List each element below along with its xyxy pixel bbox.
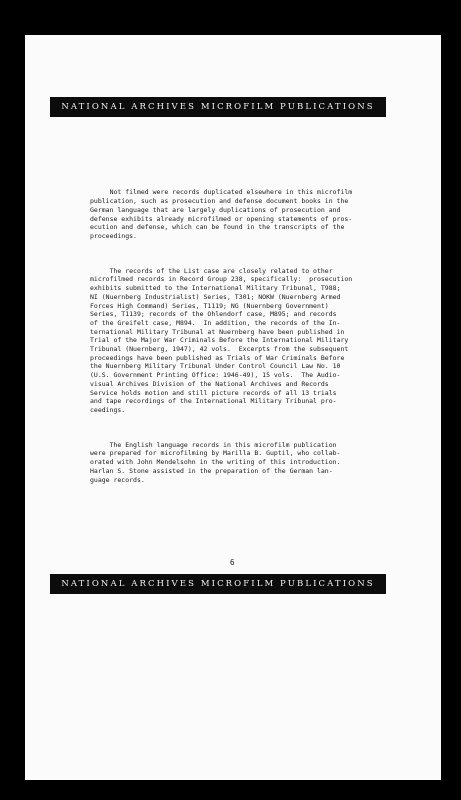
footer-banner: NATIONAL ARCHIVES MICROFILM PUBLICATIONS	[50, 574, 386, 594]
paragraph-3: The English language records in this microfilm publication were prepared for microfilming by Marilla B. Guptil, who collab- orated with John Mendelsohn in the writing of this introduction. Harlan S. Stone assisted in the preparation of the German lan- guage records.	[90, 440, 341, 484]
page-number: 6	[230, 558, 235, 567]
header-banner: NATIONAL ARCHIVES MICROFILM PUBLICATIONS	[50, 97, 386, 117]
paragraph-1: Not filmed were records duplicated elsewhere in this microfilm publication, such as prosecution and defense document books in the German language that are largely duplications of prosecution and defense exhibits already microfilmed or opening statements of pros- ecution and defense, which can be found in the transcripts of the proceedings.	[90, 188, 353, 240]
body-text	[90, 171, 386, 502]
paragraph-2: The records of the List case are closely related to other microfilmed records in Record Group 238, specifically: prosecution exhibits submitted to the International Military Tribunal, T988; NI (Nuernberg Industrialist) Series, T301; NOKW (Nuernberg Armed Forces High Command) Series, T1119; NG (Nuernberg Government) Series, T1139; records of the Ohlendorf case, M895; and records of the Greifelt case, M894. In addition, the records of the In- ternational Military Tribunal at Nuernberg have been published in Trial of the Major War Criminals Before the International Military Tribunal (Nuernberg, 1947), 42 vols. Excerpts from the subsequent proceedings have been published as Trials of War Criminals Before the Nuernberg Military Tribunal Under Control Council Law No. 10 (U.S. Government Printing Office: 1946-49), 15 vols. The Audio- visual Archives Division of the National Archives and Records Service holds motion and still picture records of all 13 trials and tape recordings of the International Military Tribunal pro- ceedings.	[90, 266, 353, 414]
